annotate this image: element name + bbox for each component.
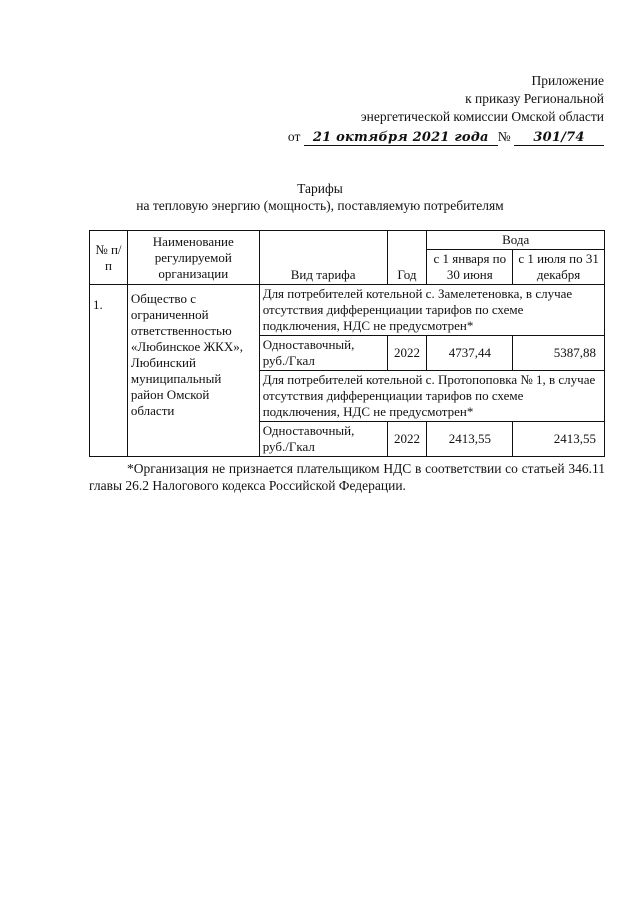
handwritten-number: 301/74 xyxy=(514,130,604,146)
row-num: 1. xyxy=(90,285,128,457)
appendix-date-line xyxy=(288,128,604,146)
number-label: № xyxy=(497,129,511,144)
tariff-table xyxy=(89,230,605,457)
document-title xyxy=(0,180,640,214)
header-org: Наименование регулируемой организации xyxy=(127,231,259,285)
section-2-value-2: 2413,55 xyxy=(513,422,605,457)
from-label: от xyxy=(287,129,301,144)
section-1-desc: Для потребителей котельной с. Замелетеновка, в случае отсутствия дифференциации тарифов по схеме подключения, НДС не предусмотрен* xyxy=(259,285,604,336)
header-type: Вид тарифа xyxy=(259,231,387,285)
table-row xyxy=(90,285,605,336)
section-2-value-1: 2413,55 xyxy=(427,422,513,457)
appendix-order-ref: к приказу Региональной xyxy=(465,91,604,106)
appendix-block xyxy=(288,72,604,146)
section-2-desc: Для потребителей котельной с. Протопоповка № 1, в случае отсутствия дифференциации тарифов по схеме подключения, НДС не предусмотрен* xyxy=(259,371,604,422)
section-1-value-2: 5387,88 xyxy=(513,336,605,371)
handwritten-date: 21 октября 2021 года xyxy=(304,130,498,146)
appendix-commission: энергетической комиссии Омской области xyxy=(360,109,604,124)
section-2-year: 2022 xyxy=(387,422,427,457)
header-water: Вода xyxy=(427,231,605,250)
footnote: *Организация не признается плательщиком НДС в соответствии со статьей 346.11 главы 26.2 Налогового кодекса Российской Федерации. xyxy=(89,461,605,493)
row-org: Общество с ограниченной ответственностью «Любинское ЖКХ», Любинский муниципальный район Омской области xyxy=(127,285,259,457)
section-1-year: 2022 xyxy=(387,336,427,371)
title-sub: на тепловую энергию (мощность), поставляемую потребителям xyxy=(136,198,504,213)
appendix-title: Приложение xyxy=(531,73,604,88)
header-num: № п/п xyxy=(90,231,128,285)
section-2-type: Одноставочный, руб./Гкал xyxy=(259,422,387,457)
section-1-value-1: 4737,44 xyxy=(427,336,513,371)
title-main: Тарифы xyxy=(297,181,343,196)
section-1-type: Одноставочный, руб./Гкал xyxy=(259,336,387,371)
header-year: Год xyxy=(387,231,427,285)
header-row-1 xyxy=(90,231,605,250)
header-period-2: с 1 июля по 31 декабря xyxy=(513,250,605,285)
header-period-1: с 1 января по 30 июня xyxy=(427,250,513,285)
